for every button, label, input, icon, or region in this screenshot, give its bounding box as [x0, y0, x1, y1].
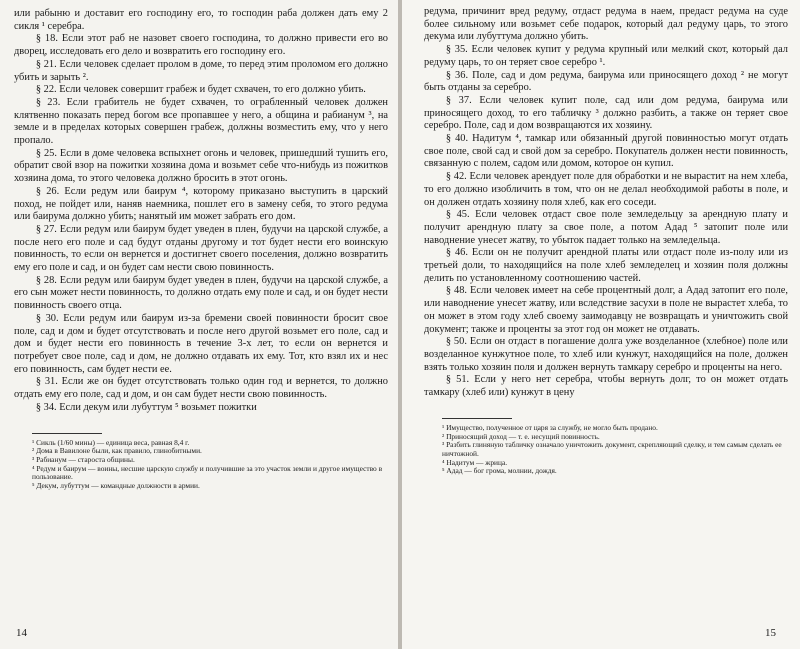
paragraph: редума, причинит вред редуму, отдаст редума в наем, предаст редума на суде более сильному или возьмет себе подарок, который дал редуму царь, то этого декума или лубуттума должно убить.	[424, 6, 788, 43]
right-page	[402, 0, 800, 649]
paragraph-section-45: § 45. Если человек отдаст свое поле земледельцу за арендную плату и получит арендную плату за свое поле, а потом Адад ⁵ затопит поле или наводнение унесет жатву, то убыток падает только на земледельца.	[424, 209, 788, 246]
paragraph-section-26: § 26. Если редум или баирум ⁴, которому приказано выступить в царский поход, не пойдет или, наняв наемника, пошлет его в замену себя, то этого редума или баирума должно убить; нанятый им может забрать его дом.	[14, 185, 388, 223]
page-number: 14	[16, 627, 27, 639]
paragraph-section-50: § 50. Если он отдаст в погашение долга уже возделанное (хлебное) поле или возделанное кунжутное поле, то хлеб или кунжут, находящийся на поле, должен взять только хозяин поля и должен вернуть тамкару серебро и проценты на него.	[424, 336, 788, 373]
footnote: ³ Разбить глиняную табличку означало уничтожить документ, скрепляющий сделку, и тем самым сделать ее ничтожной.	[442, 440, 782, 458]
footnote: ⁴ Редум и баирум — воины, несшие царскую службу и получившие за это участок земли и другое имущество в пользование.	[32, 463, 383, 482]
paragraph-section-23: § 23. Если грабитель не будет схвачен, то ограбленный человек должен клятвенно показать перед богом все пропавшее у него, а община и рабианум ³, на земле и в пределах которых совершен грабеж, должны возместить ему, что у него пропало.	[14, 96, 388, 147]
paragraph-section-37: § 37. Если человек купит поле, сад или дом редума, баирума или приносящего доход, то его табличку ³ должно разбить, а также он теряет свое серебро. Поле, сад и дом возвращаются их хозяину.	[424, 94, 788, 132]
paragraph-section-35: § 35. Если человек купит у редума крупный или мелкий скот, который дал редуму царь, то он теряет свое серебро ¹.	[424, 44, 788, 68]
footnote: ⁵ Декум, лубуттум — командные должности в армии.	[32, 481, 200, 491]
footnote: ¹ Имущество, полученное от царя за службу, не могло быть продано.	[442, 422, 658, 432]
paragraph: или рабыню и доставит его господину его, то господин раба должен дать ему 2 сикля ¹ серебра.	[14, 8, 388, 32]
paragraph-section-22: § 22. Если человек совершит грабеж и будет схвачен, то его должно убить.	[35, 84, 366, 96]
paragraph-section-25: § 25. Если в доме человека вспыхнет огонь и человек, пришедший тушить его, обратит свой взор на пожитки хозяина дома и возьмет себе что-нибудь из пожитков хозяина дома, то этого человека должно бросить в этот огонь.	[14, 147, 388, 185]
footnote: ² Приносящий доход — т. е. несущий повинность.	[442, 431, 600, 441]
footnote-rule	[32, 433, 102, 434]
paragraph-section-31: § 31. Если же он будет отсутствовать только один год и вернется, то должно отдать ему его поле, сад и дом, и он сам будет нести свою повинность.	[14, 376, 388, 401]
paragraph-section-34: § 34. Если декум или лубуттум ⁵ возьмет пожитки	[35, 401, 257, 413]
paragraph-section-18: § 18. Если этот раб не назовет своего господина, то должно привести его во дворец, исследовать его дело и возвратить его господину его.	[14, 33, 388, 58]
paragraph-section-28: § 28. Если редум или баирум будет уведен в плен, будучи на царской службе, а его сын может нести повинность, то должно отдать ему поле и сад, и он будет нести повинность своего отца.	[14, 274, 388, 312]
paragraph-section-30: § 30. Если редум или баирум из-за бремени своей повинности бросит свое поле, сад и дом и будет отсутствовать и после него другой возьмет его поле, сад и дом и будет нести его повинность в течение 3-х лет, то если он вернется и потребует свое поле, сад и дом, не должно отдавать их ему. Тот, кто взял их и нес его повинность, сам будет нести ее.	[14, 312, 388, 375]
paragraph-section-42: § 42. Если человек арендует поле для обработки и не вырастит на нем хлеба, то его должно изобличить в том, что он не делал необходимой работы в поле, и он должен отдать хозяину поля хлеб, как его соседи.	[424, 171, 788, 208]
paragraph-section-21: § 21. Если человек сделает пролом в доме, то перед этим проломом его должно убить и зарыть ².	[14, 58, 388, 83]
paragraph-section-36: § 36. Поле, сад и дом редума, баирума или приносящего доход ² не могут быть отданы за серебро.	[424, 69, 788, 94]
footnote-rule	[442, 418, 512, 419]
footnote: ² Дома в Вавилоне были, как правило, глинобитными.	[32, 446, 202, 456]
paragraph-section-46: § 46. Если он не получит арендной платы или отдаст поле из-полу или из третьей доли, то находящийся на поле хлеб земледелец и хозяин поля должны делить по установленному соотношению частей.	[424, 247, 788, 284]
left-page	[0, 0, 398, 649]
footnote: ⁴ Надитум — жрица.	[442, 457, 508, 467]
page-number: 15	[765, 627, 776, 639]
right-footnotes	[424, 424, 788, 476]
right-page-body	[424, 6, 788, 400]
left-page-body	[14, 8, 388, 415]
footnote: ³ Рабианум — староста общины.	[32, 454, 135, 464]
paragraph-section-27: § 27. Если редум или баирум будет уведен в плен, будучи на царской службе, а после него его поле и сад будут отданы другому и тот будет нести его воинскую повинность, то если он вернется и достигнет своего поселения, должно возвратить ему его поле и сад, и он будет сам нести свою повинность.	[14, 223, 388, 274]
left-footnotes	[14, 439, 388, 491]
footnote: ¹ Сикль (1/60 мины) — единица веса, равная 8,4 г.	[32, 437, 190, 447]
paragraph-section-51: § 51. Если у него нет серебра, чтобы вернуть долг, то он может отдать тамкару (хлеб или) кунжут в цену	[424, 374, 788, 399]
footnote: ⁵ Адад — бог грома, молнии, дождя.	[442, 466, 557, 476]
paragraph-section-40: § 40. Надитум ⁴, тамкар или обязанный другой повинностью могут отдать свое поле, свой сад и свой дом за серебро. Покупатель должен нести повинность, связанную с полем, садом или домом, которое он купил.	[424, 133, 788, 170]
paragraph-section-48: § 48. Если человек имеет на себе процентный долг, а Адад затопит его поле, или наводнение унесет жатву, или вследствие засухи в поле не вырастет хлеба, то он может в этом году хлеб своему заимодавцу не возвращать и уничтожить свой документ; также и проценты за этот год он может не отдавать.	[424, 285, 788, 335]
